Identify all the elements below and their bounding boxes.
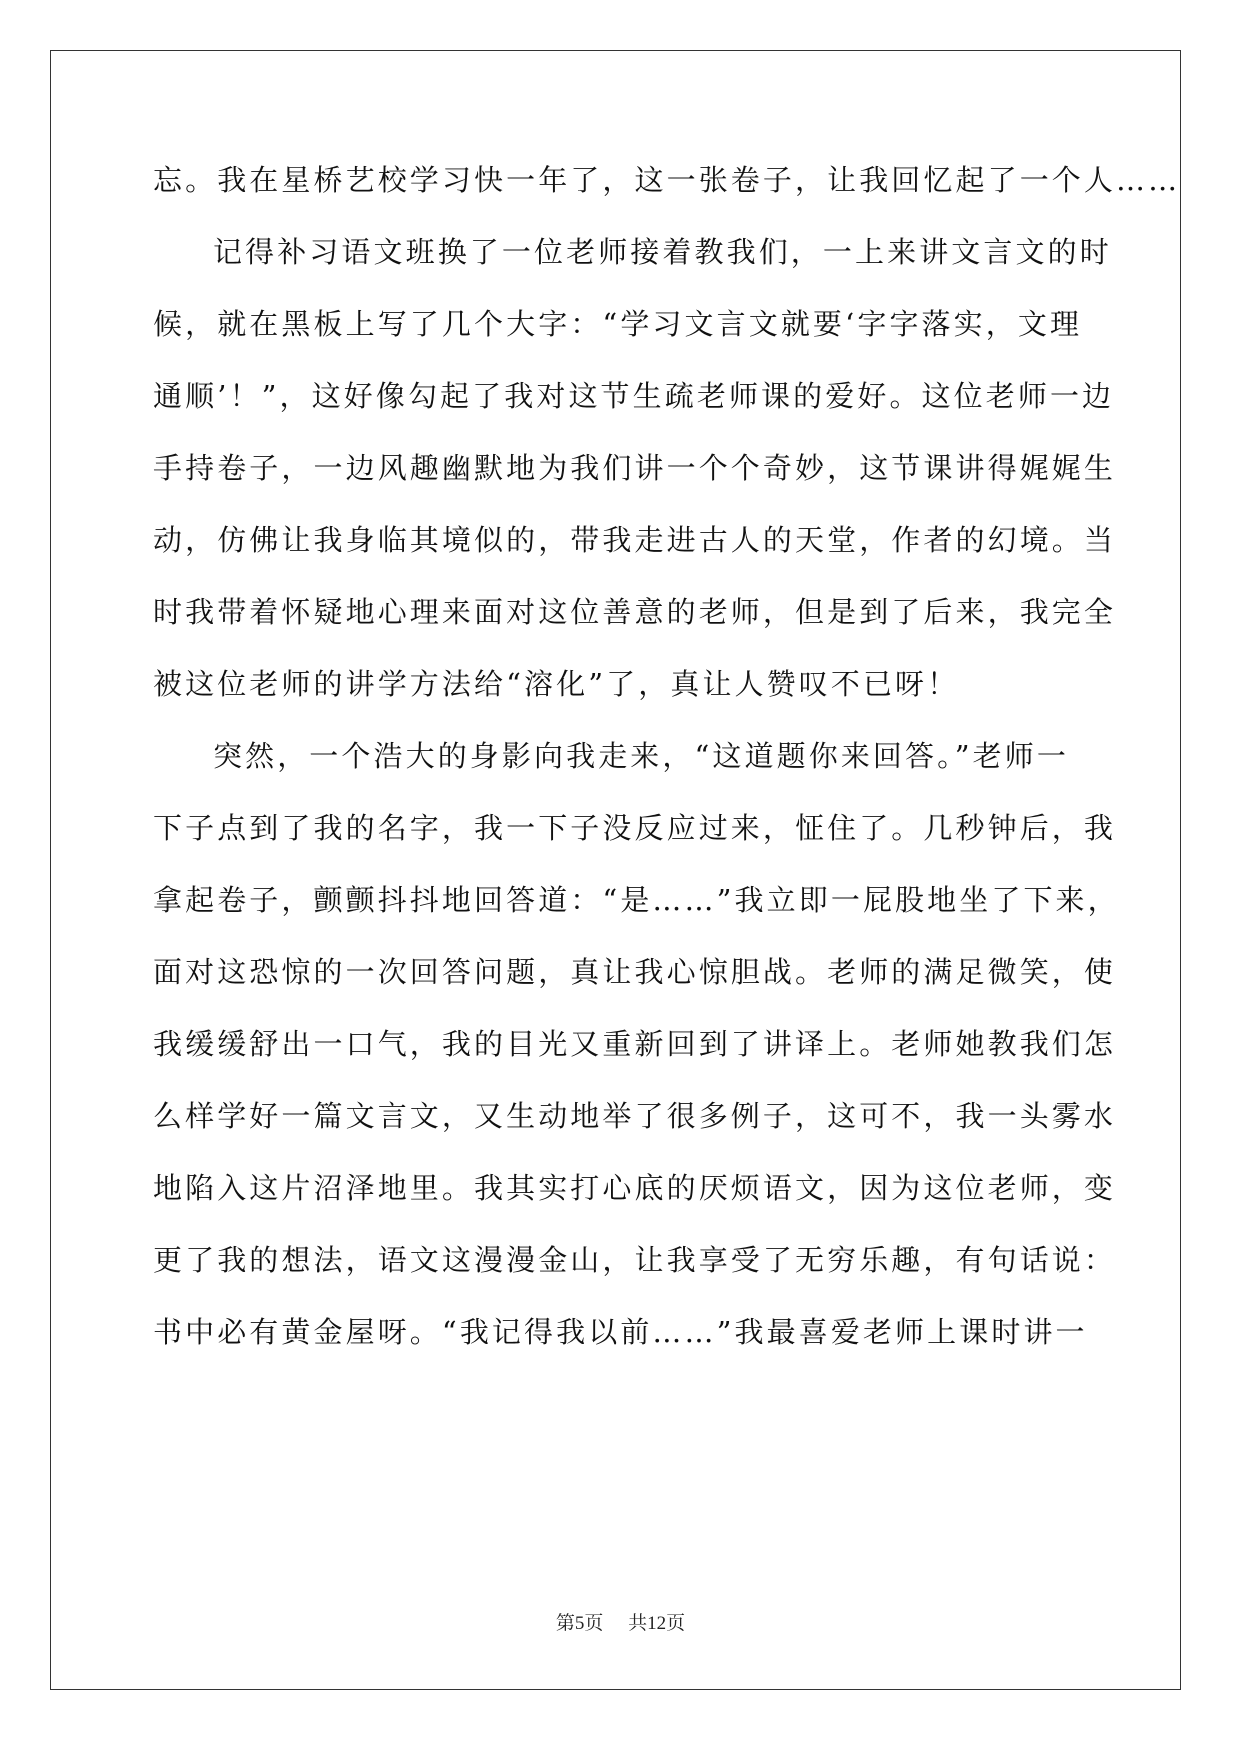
paragraph-start-line: 记得补习语文班换了一位老师接着教我们，一上来讲文言文的时 [213,235,1112,269]
text-line: 忘。我在星桥艺校学习快一年了，这一张卷子，让我回忆起了一个人…… [153,163,1181,197]
text-line: 被这位老师的讲学方法给“溶化”了，真让人赞叹不已呀！ [153,667,960,701]
text-line: 候，就在黑板上写了几个大字：“学习文言文就要‘字字落实，文理 [153,307,1083,341]
page-total: 共12页 [628,1613,686,1634]
text-line: 手持卷子，一边风趣幽默地为我们讲一个个奇妙，这节课讲得娓娓生 [153,451,1117,485]
text-line: 时我带着怀疑地心理来面对这位善意的老师，但是到了后来，我完全 [153,595,1117,629]
text-line: 更了我的想法，语文这漫漫金山，让我享受了无穷乐趣，有句话说： [153,1243,1117,1277]
page-border [50,50,1181,1690]
text-line: 我缓缓舒出一口气，我的目光又重新回到了讲译上。老师她教我们怎 [153,1027,1117,1061]
text-line: 通顺’！”，这好像勾起了我对这节生疏老师课的爱好。这位老师一边 [153,379,1115,413]
text-line: 地陷入这片沼泽地里。我其实打心底的厌烦语文，因为这位老师，变 [153,1171,1117,1205]
text-line: 动，仿佛让我身临其境似的，带我走进古人的天堂，作者的幻境。当 [153,523,1117,557]
text-line: 拿起卷子，颤颤抖抖地回答道：“是……”我立即一屁股地坐了下来， [153,883,1120,917]
text-line: 面对这恐惊的一次回答问题，真让我心惊胆战。老师的满足微笑，使 [153,955,1117,989]
text-line: 么样学好一篇文言文，又生动地举了很多例子，这可不，我一头雾水 [153,1099,1117,1133]
text-line: 下子点到了我的名字，我一下子没反应过来，怔住了。几秒钟后，我 [153,811,1117,845]
text-line: 书中必有黄金屋呀。“我记得我以前……”我最喜爱老师上课时讲一 [153,1315,1088,1349]
page-number: 第5页 [555,1613,604,1634]
page-footer [0,1608,1241,1635]
paragraph-start-line: 突然，一个浩大的身影向我走来，“这道题你来回答。”老师一 [213,739,1069,773]
